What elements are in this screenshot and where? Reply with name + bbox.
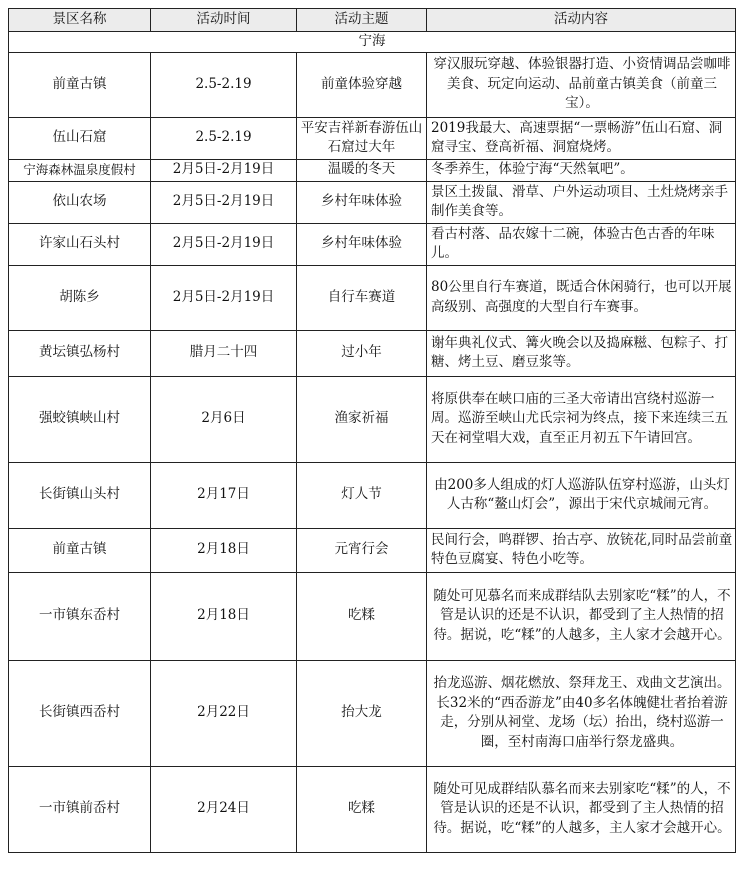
activity-time: 2月18日	[151, 572, 297, 660]
scenic-name: 强蛟镇峡山村	[9, 376, 151, 462]
table-row	[9, 528, 736, 572]
activity-content: 由200多人组成的灯人巡游队伍穿村巡游，山头灯人古称“鳌山灯会”，源出于宋代京城闹元宵。	[427, 462, 736, 528]
scenic-name: 依山农场	[9, 181, 151, 223]
scenic-name: 宁海森林温泉度假村	[9, 159, 151, 181]
activity-time: 2月5日-2月19日	[151, 181, 297, 223]
scenic-name: 胡陈乡	[9, 265, 151, 330]
table-row	[9, 52, 736, 117]
activity-theme: 元宵行会	[297, 528, 427, 572]
table-row	[9, 766, 736, 852]
activity-time: 2月22日	[151, 660, 297, 766]
activity-time: 2月24日	[151, 766, 297, 852]
activity-content: 将原供奉在峡口庙的三圣大帝请出宫绕村巡游一周。巡游至峡山尤氏宗祠为终点，接下来连续三五天在祠堂唱大戏，直至正月初五下午请回宫。	[427, 376, 736, 462]
region-label: 宁海	[9, 32, 736, 53]
table-row	[9, 223, 736, 265]
activity-time: 2月6日	[151, 376, 297, 462]
header-cell: 活动主题	[297, 9, 427, 32]
header-cell: 活动时间	[151, 9, 297, 32]
table-row	[9, 117, 736, 159]
activity-theme: 吃糅	[297, 572, 427, 660]
activity-content: 谢年典礼仪式、篝火晚会以及捣麻糍、包粽子、打糖、烤土豆、磨豆浆等。	[427, 330, 736, 376]
activity-time: 2月18日	[151, 528, 297, 572]
scenic-name: 前童古镇	[9, 528, 151, 572]
scenic-name: 一市镇东岙村	[9, 572, 151, 660]
table-row	[9, 572, 736, 660]
activity-theme: 渔家祈福	[297, 376, 427, 462]
activity-time: 2.5-2.19	[151, 52, 297, 117]
scenic-name: 许家山石头村	[9, 223, 151, 265]
activity-time: 2月5日-2月19日	[151, 265, 297, 330]
activity-content: 抬龙巡游、烟花燃放、祭拜龙王、戏曲文艺演出。长32米的“西岙游龙”由40多名体魄健壮者抬着游走，分别从祠堂、龙场（坛）抬出，绕村巡游一圈，至村南海口庙举行祭龙盛典。	[427, 660, 736, 766]
activity-time: 2月17日	[151, 462, 297, 528]
activity-content: 冬季养生，体验宁海“天然氧吧”。	[427, 159, 736, 181]
activity-table	[8, 8, 736, 853]
activity-theme: 乡村年味体验	[297, 223, 427, 265]
activity-theme: 温暖的冬天	[297, 159, 427, 181]
activity-time: 2月5日-2月19日	[151, 223, 297, 265]
table-row	[9, 462, 736, 528]
table-row	[9, 376, 736, 462]
scenic-name: 一市镇前岙村	[9, 766, 151, 852]
table-row	[9, 181, 736, 223]
activity-theme: 前童体验穿越	[297, 52, 427, 117]
activity-time: 2月5日-2月19日	[151, 159, 297, 181]
activity-content: 80公里自行车赛道，既适合休闲骑行，也可以开展高级别、高强度的大型自行车赛事。	[427, 265, 736, 330]
activity-time: 腊月二十四	[151, 330, 297, 376]
table-row	[9, 265, 736, 330]
header-cell: 景区名称	[9, 9, 151, 32]
region-row	[9, 32, 736, 53]
header-row	[9, 9, 736, 32]
activity-content: 看古村落、品农嫁十二碗，体验古色古香的年味儿。	[427, 223, 736, 265]
activity-content: 民间行会，鸣群锣、抬古亭、放铳花,同时品尝前童特色豆腐宴、特色小吃等。	[427, 528, 736, 572]
activity-theme: 平安吉祥新春游伍山石窟过大年	[297, 117, 427, 159]
activity-theme: 自行车赛道	[297, 265, 427, 330]
activity-theme: 过小年	[297, 330, 427, 376]
header-cell: 活动内容	[427, 9, 736, 32]
activity-content: 2019我最大、高速票据“一票畅游”伍山石窟、洞窟寻宝、登高祈福、洞窟烧烤。	[427, 117, 736, 159]
scenic-name: 黄坛镇弘杨村	[9, 330, 151, 376]
scenic-name: 前童古镇	[9, 52, 151, 117]
table-row	[9, 330, 736, 376]
activity-theme: 灯人节	[297, 462, 427, 528]
activity-content: 穿汉服玩穿越、体验银器打造、小资情调品尝咖啡美食、玩定向运动、品前童古镇美食（前童三宝）。	[427, 52, 736, 117]
activity-time: 2.5-2.19	[151, 117, 297, 159]
table-row	[9, 660, 736, 766]
activity-theme: 抬大龙	[297, 660, 427, 766]
activity-theme: 吃糅	[297, 766, 427, 852]
table-row	[9, 159, 736, 181]
activity-content: 随处可见慕名而来成群结队去别家吃“糅”的人，不管是认识的还是不认识，都受到了主人热情的招待。据说，吃“糅”的人越多，主人家才会越开心。	[427, 572, 736, 660]
activity-theme: 乡村年味体验	[297, 181, 427, 223]
activity-content: 景区土拨鼠、滑草、户外运动项目、土灶烧烤亲手制作美食等。	[427, 181, 736, 223]
scenic-name: 长街镇西岙村	[9, 660, 151, 766]
scenic-name: 伍山石窟	[9, 117, 151, 159]
scenic-name: 长街镇山头村	[9, 462, 151, 528]
activity-content: 随处可见成群结队慕名而来去别家吃“糅”的人，不管是认识的还是不认识，都受到了主人热情的招待。据说，吃“糅”的人越多，主人家才会越开心。	[427, 766, 736, 852]
